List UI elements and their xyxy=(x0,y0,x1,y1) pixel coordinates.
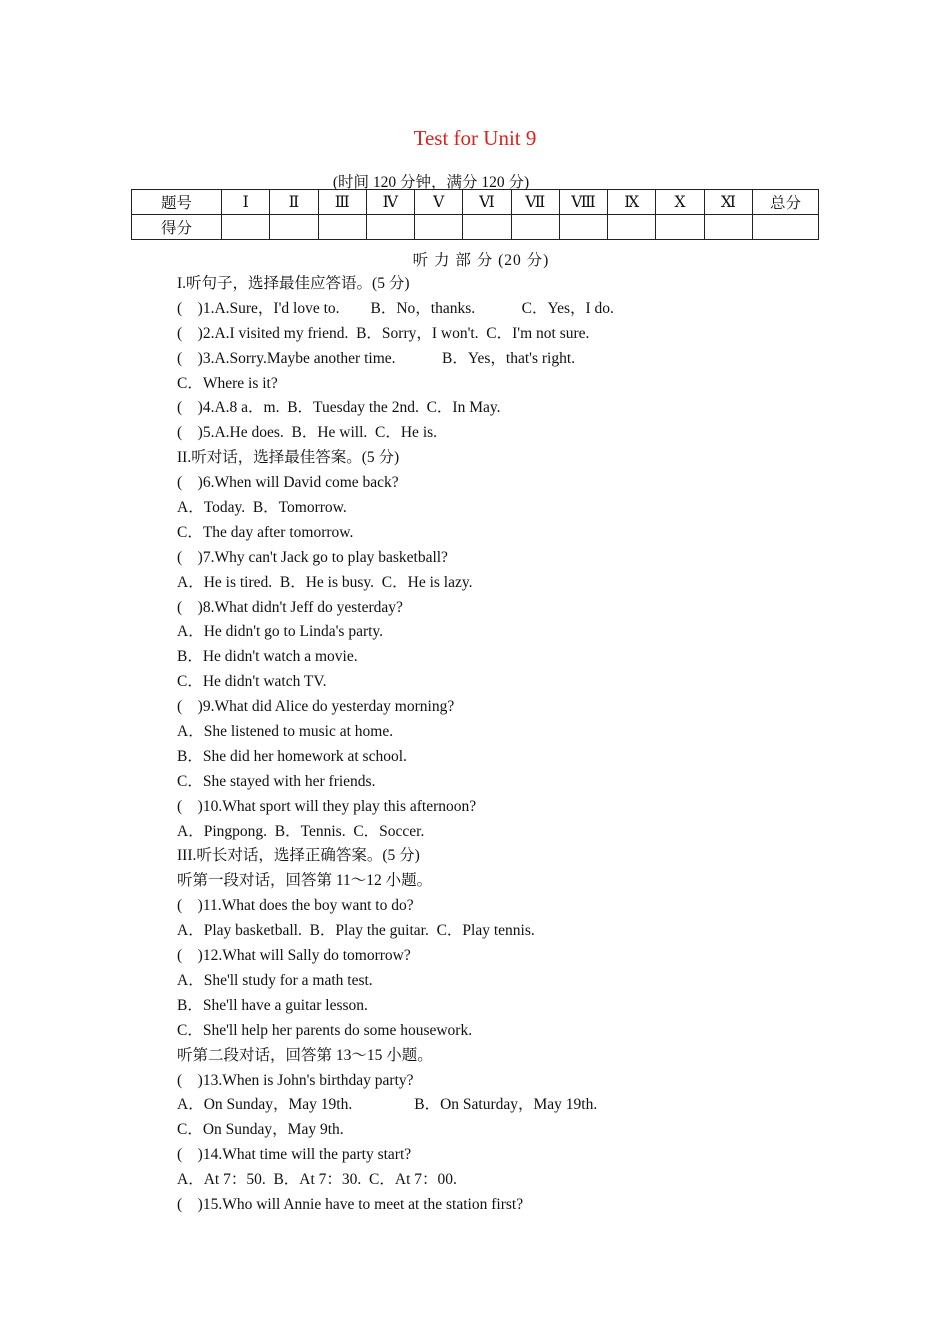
question-line: ( )12.What will Sally do tomorrow? xyxy=(177,947,411,965)
question-line: II.听对话，选择最佳答案。(5 分) xyxy=(177,449,400,467)
question-line: C．She stayed with her friends. xyxy=(177,772,376,790)
score-table-cell xyxy=(415,215,463,240)
listening-section-heading: 听 力 部 分 (20 分) xyxy=(412,252,550,269)
question-line: A．Play basketball. B．Play the guitar. C．Play tennis. xyxy=(177,922,535,940)
score-table-cell: Ⅹ xyxy=(656,190,704,215)
question-line: A．On Sunday，May 19th. B．On Saturday，May 19th. xyxy=(177,1096,598,1114)
question-line: B．He didn't watch a movie. xyxy=(177,648,358,666)
question-line: A．He didn't go to Linda's party. xyxy=(177,623,384,641)
question-line: ( )8.What didn't Jeff do yesterday? xyxy=(177,598,403,616)
question-line: A．She listened to music at home. xyxy=(177,723,394,741)
question-line: B．She'll have a guitar lesson. xyxy=(177,996,368,1014)
question-line: I.听句子，选择最佳应答语。(5 分) xyxy=(177,275,410,292)
question-list xyxy=(177,272,877,1218)
question-line: A．He is tired. B．He is busy. C．He is lazy. xyxy=(177,573,473,591)
question-line: ( )10.What sport will they play this afternoon? xyxy=(177,797,477,815)
score-table-cell: 得分 xyxy=(132,215,222,240)
score-table-cell: Ⅲ xyxy=(318,190,366,215)
question-line: ( )6.When will David come back? xyxy=(177,474,399,492)
question-line: C．On Sunday，May 9th. xyxy=(177,1121,344,1139)
score-table-cell: Ⅶ xyxy=(511,190,559,215)
question-line: ( )4.A.8 a．m. B．Tuesday the 2nd. C．In May. xyxy=(177,399,501,417)
question-line: ( )2.A.I visited my friend. B．Sorry，I won't. C．I'm not sure. xyxy=(177,324,590,342)
score-table-cell: Ⅴ xyxy=(415,190,463,215)
question-line: A．Today. B．Tomorrow. xyxy=(177,499,347,517)
score-table xyxy=(131,189,819,240)
question-line: ( )9.What did Alice do yesterday morning? xyxy=(177,698,455,716)
question-line: A．Pingpong. B．Tennis. C．Soccer. xyxy=(177,822,425,840)
question-line: 听第二段对话，回答第 13～15 小题。 xyxy=(177,1046,433,1064)
question-line: C．She'll help her parents do some housework. xyxy=(177,1021,473,1039)
score-table-cell: Ⅵ xyxy=(463,190,511,215)
question-line: C．He didn't watch TV. xyxy=(177,673,327,691)
question-line: ( )15.Who will Annie have to meet at the station first? xyxy=(177,1195,524,1213)
question-line: ( )13.When is John's birthday party? xyxy=(177,1071,414,1089)
score-table-cell xyxy=(511,215,559,240)
score-table-cell xyxy=(753,215,819,240)
page-title: Test for Unit 9 xyxy=(413,126,537,150)
score-table-cell xyxy=(366,215,414,240)
question-line: A．She'll study for a math test. xyxy=(177,971,373,989)
question-line: ( )5.A.He does. B．He will. C．He is. xyxy=(177,424,438,442)
score-table-cell xyxy=(318,215,366,240)
question-line: 听第一段对话，回答第 11～12 小题。 xyxy=(177,872,433,890)
score-table-cell xyxy=(704,215,752,240)
score-table-cell: Ⅺ xyxy=(704,190,752,215)
score-table-cell: Ⅷ xyxy=(559,190,607,215)
question-line: ( )1.A.Sure，I'd love to. B．No，thanks. C．Yes，I do. xyxy=(177,299,614,317)
question-line: C．Where is it? xyxy=(177,374,278,392)
question-line: B．She did her homework at school. xyxy=(177,747,407,765)
score-table-cell: Ⅱ xyxy=(270,190,318,215)
score-table-header-row xyxy=(132,190,819,215)
score-table-cell xyxy=(608,215,656,240)
score-table-cell xyxy=(463,215,511,240)
score-table-cell xyxy=(656,215,704,240)
score-table-cell xyxy=(559,215,607,240)
question-line: ( )7.Why can't Jack go to play basketball? xyxy=(177,548,448,566)
question-line: III.听长对话，选择正确答案。(5 分) xyxy=(177,847,420,865)
question-line: ( )11.What does the boy want to do? xyxy=(177,897,414,915)
score-table-cell: 总分 xyxy=(753,190,819,215)
question-line: C．The day after tomorrow. xyxy=(177,523,354,541)
score-table-score-row xyxy=(132,215,819,240)
score-table-cell xyxy=(270,215,318,240)
question-line: ( )14.What time will the party start? xyxy=(177,1146,412,1164)
score-table-cell: Ⅰ xyxy=(222,190,270,215)
question-line: A．At 7：50. B．At 7：30. C．At 7：00. xyxy=(177,1171,457,1189)
exam-time-info: (时间 120 分钟，满分 120 分) xyxy=(332,174,530,191)
question-line: ( )3.A.Sorry.Maybe another time. B．Yes，that's right. xyxy=(177,349,576,367)
score-table-cell: Ⅳ xyxy=(366,190,414,215)
score-table-cell: 题号 xyxy=(132,190,222,215)
score-table-cell: Ⅸ xyxy=(608,190,656,215)
score-table-cell xyxy=(222,215,270,240)
